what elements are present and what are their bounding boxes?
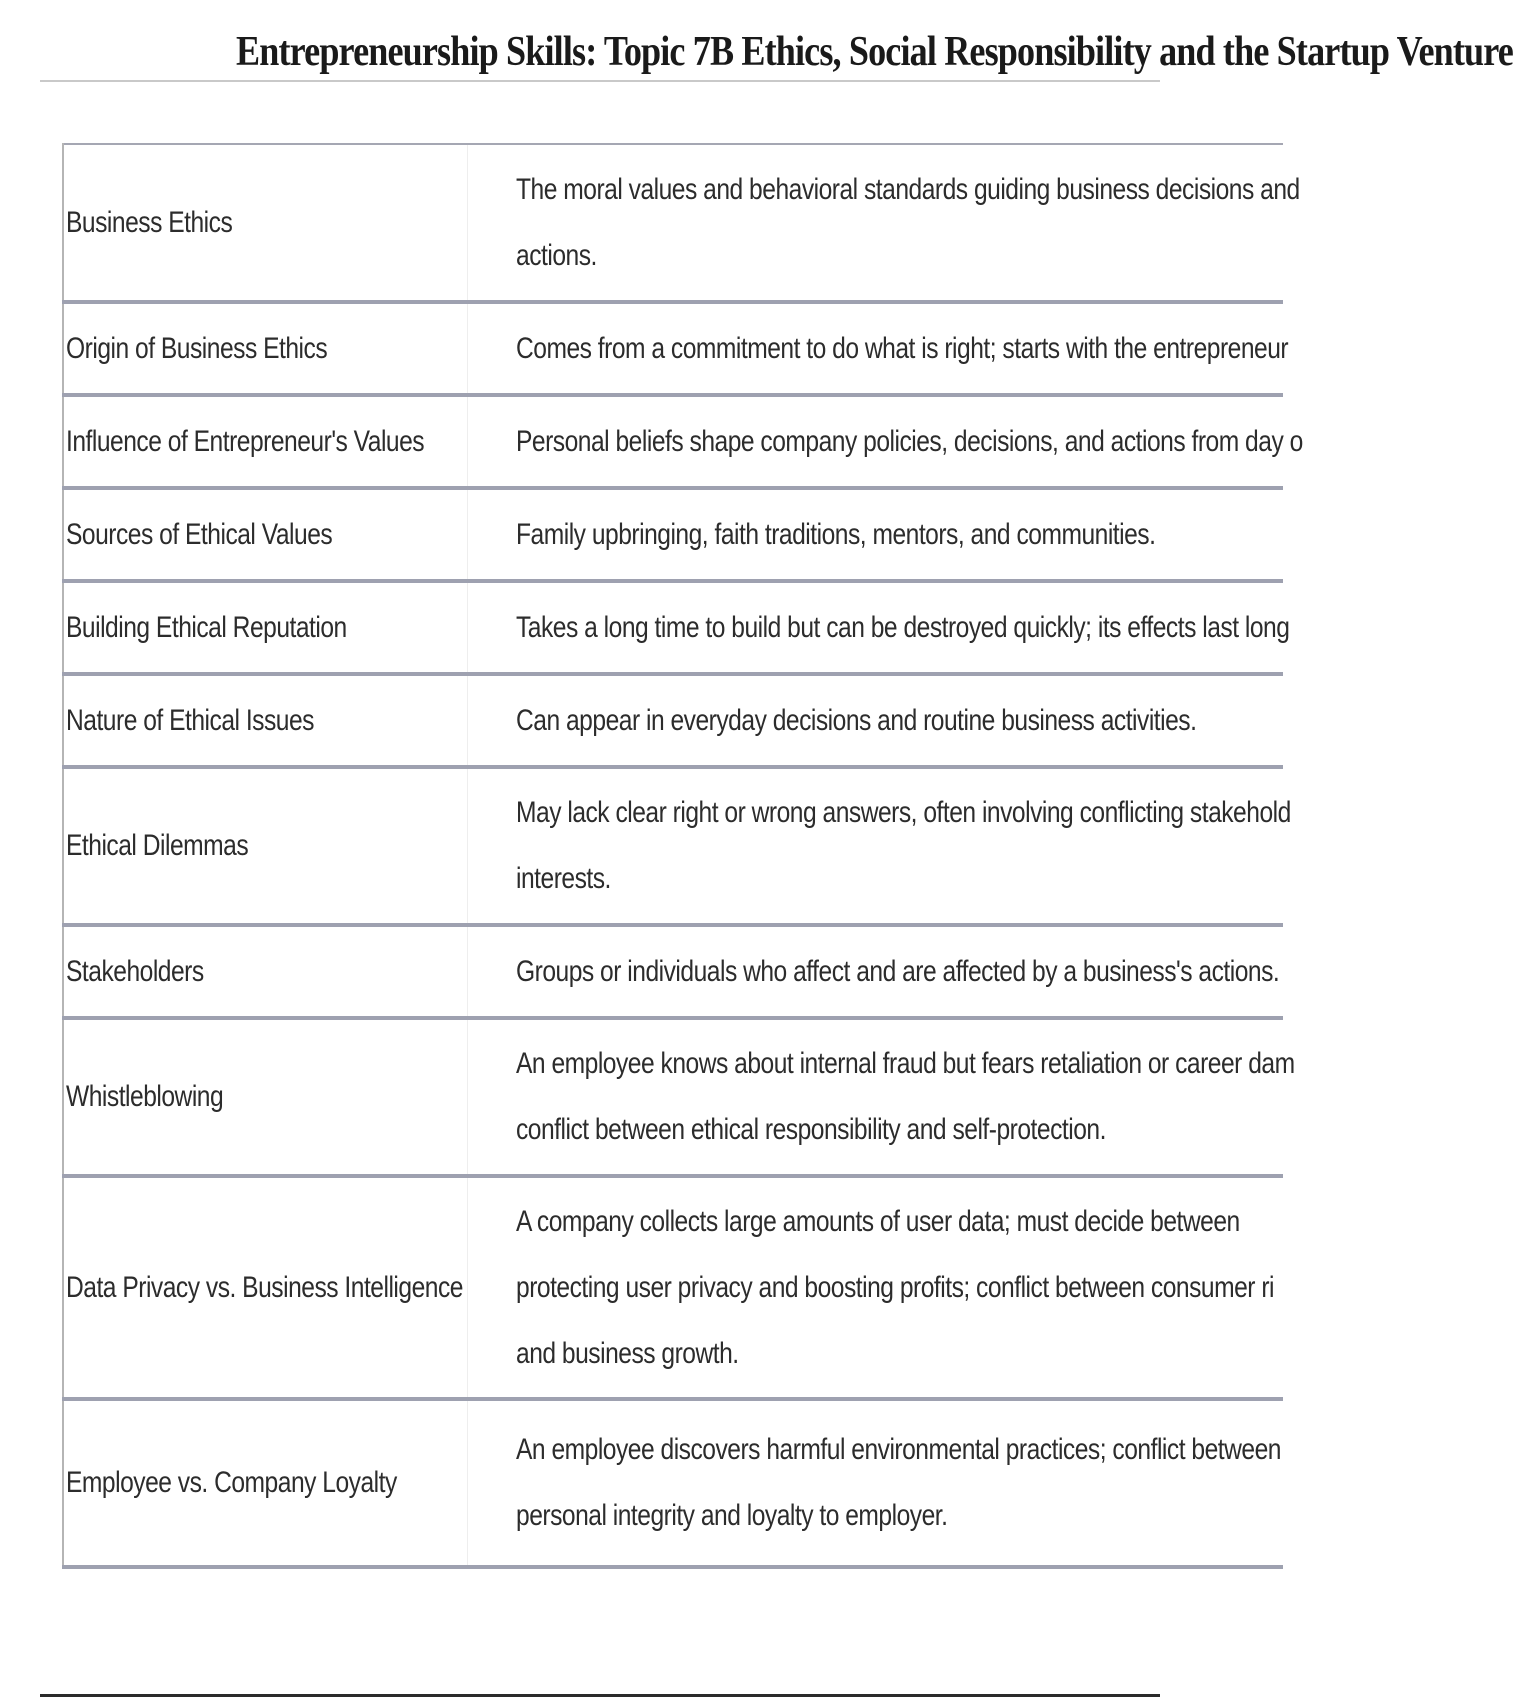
term-label: Whistleblowing (66, 1080, 224, 1113)
term-label: Ethical Dilemmas (66, 829, 249, 862)
table-row (63, 488, 1283, 581)
glossary-table-body (63, 144, 1303, 1567)
term-cell (63, 674, 467, 767)
term-cell (63, 488, 467, 581)
glossary-table (62, 143, 1303, 1569)
definition-text: The moral values and behavioral standards guiding business decisions and actions. (515, 172, 1300, 272)
term-label: Origin of Business Ethics (66, 331, 328, 365)
title-divider (40, 80, 1160, 82)
definition-cell (467, 144, 1300, 302)
definition-cell (467, 1176, 1283, 1399)
definition-cell (467, 1018, 1295, 1176)
definition-text: Groups or individuals who affect and are affected by a business's actions. (515, 954, 1279, 988)
table-row (63, 395, 1283, 488)
definition-text: A company collects large amounts of user data; must decide between protecting user privacy and boosting profits; conflict between consumer ri and business growth. (515, 1204, 1274, 1370)
term-cell (63, 395, 467, 488)
glossary-table-container (62, 143, 1303, 1618)
term-cell (63, 144, 467, 302)
table-row (63, 144, 1283, 302)
term-cell (63, 1018, 467, 1176)
bottom-divider (40, 1694, 1160, 1697)
term-cell (63, 581, 467, 674)
definition-text: Personal beliefs shape company policies, decisions, and actions from day o (515, 424, 1303, 458)
definition-cell (467, 581, 1289, 674)
definition-cell (467, 767, 1291, 925)
table-row (63, 302, 1283, 395)
definition-cell (467, 302, 1288, 395)
term-label: Data Privacy vs. Business Intelligence (66, 1270, 463, 1304)
definition-text: Comes from a commitment to do what is right; starts with the entrepreneur (515, 331, 1288, 365)
term-cell (63, 302, 467, 395)
definition-cell (467, 674, 1283, 767)
table-row (63, 1399, 1283, 1567)
definition-text: Takes a long time to build but can be destroyed quickly; its effects last long (515, 610, 1289, 644)
table-row (63, 674, 1283, 767)
definition-cell (467, 395, 1303, 488)
term-label: Stakeholders (66, 954, 204, 988)
term-label: Influence of Entrepreneur's Values (66, 424, 425, 458)
table-row (63, 1176, 1283, 1399)
definition-text: An employee knows about internal fraud but fears retaliation or career dam conflict between ethical responsibility and self-protection. (515, 1047, 1295, 1146)
term-label: Business Ethics (66, 205, 233, 239)
term-label: Sources of Ethical Values (66, 517, 333, 551)
term-cell (63, 1399, 467, 1567)
term-label: Nature of Ethical Issues (66, 703, 314, 737)
term-cell (63, 1176, 467, 1399)
definition-text: Family upbringing, faith traditions, mentors, and communities. (515, 517, 1155, 551)
table-row (63, 1018, 1283, 1176)
definition-cell (467, 488, 1283, 581)
document-title: Entrepreneurship Skills: Topic 7B Ethics, Social Responsibility and the Startup Venture (236, 29, 1513, 75)
term-label: Building Ethical Reputation (66, 610, 347, 644)
table-row (63, 581, 1283, 674)
term-label: Employee vs. Company Loyalty (66, 1466, 397, 1499)
definition-cell (467, 925, 1283, 1018)
definition-text: May lack clear right or wrong answers, often involving conflicting stakehold interests. (515, 796, 1291, 895)
definition-text: Can appear in everyday decisions and routine business activities. (515, 703, 1196, 737)
table-row (63, 925, 1283, 1018)
table-row (63, 767, 1283, 925)
term-cell (63, 925, 467, 1018)
definition-text: An employee discovers harmful environmental practices; conflict between personal integrity and loyalty to employer. (515, 1433, 1281, 1532)
definition-cell (467, 1399, 1283, 1567)
term-cell (63, 767, 467, 925)
